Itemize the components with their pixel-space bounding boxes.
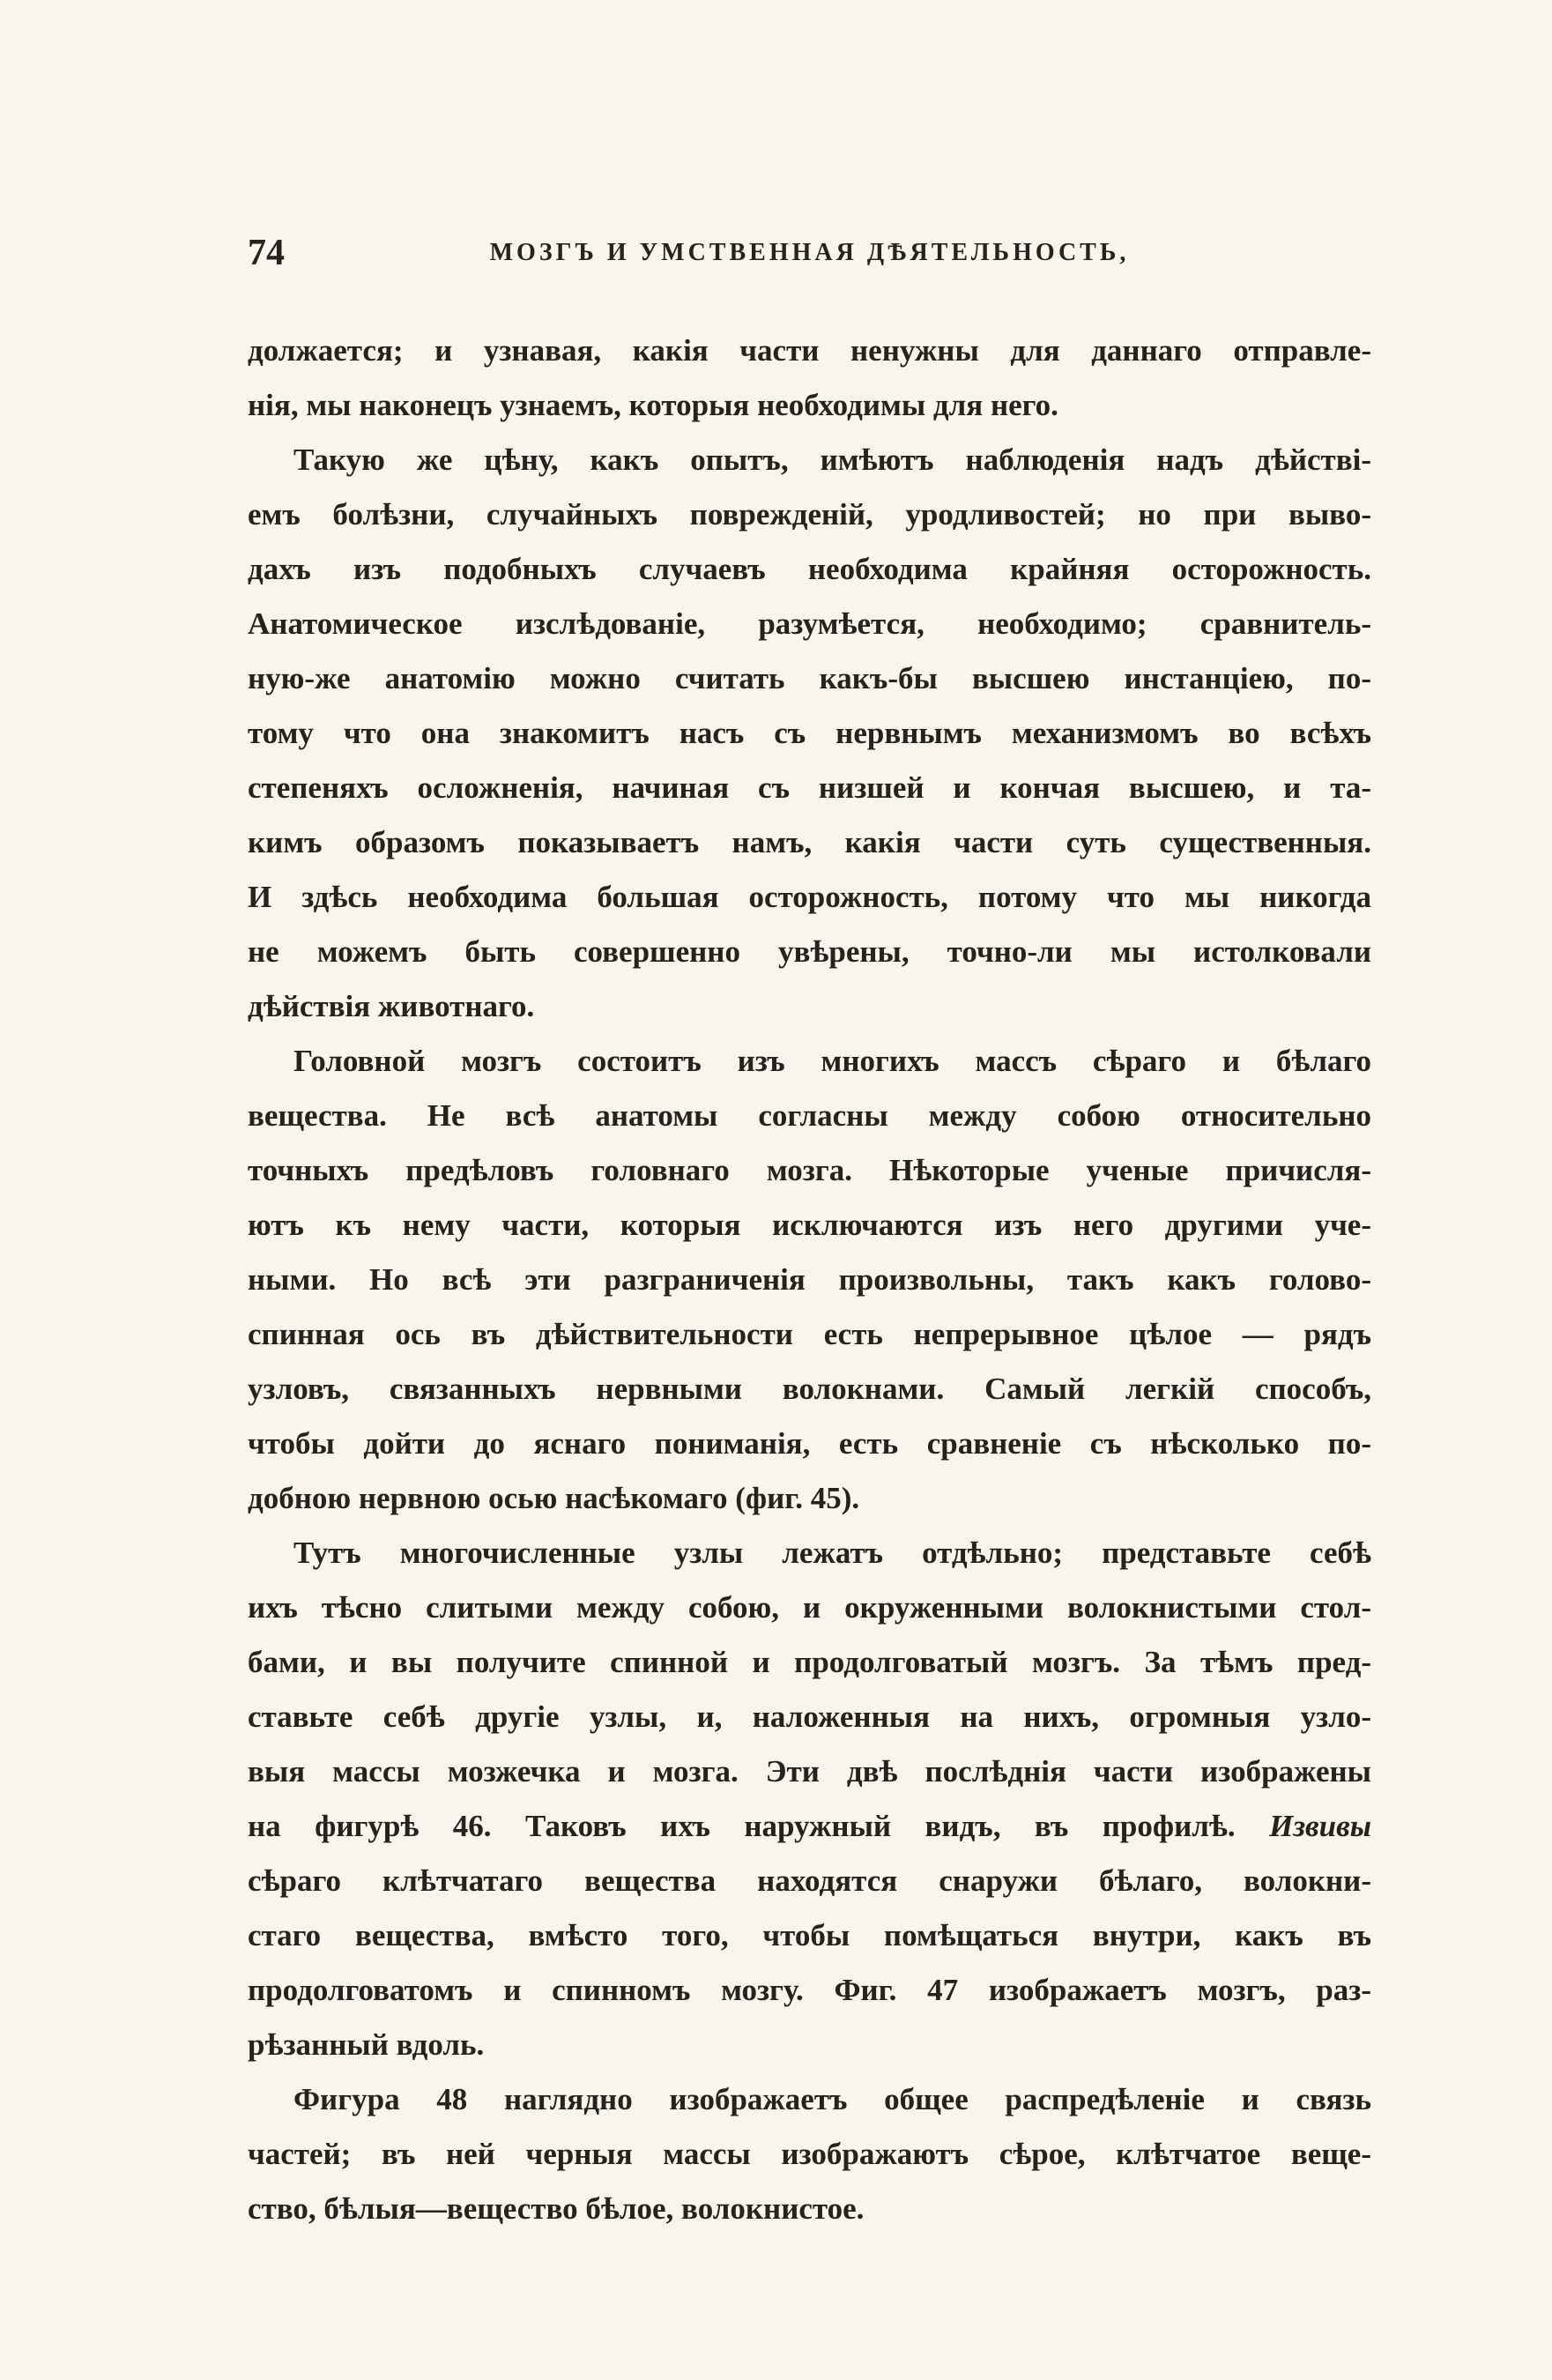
text-line: ство, бѣлыя—вещество бѣлое, волокнистое. <box>248 2191 865 2226</box>
text-line: нія, мы наконецъ узнаемъ, которыя необходимы для него. <box>248 388 1058 422</box>
page-header <box>248 231 1371 275</box>
text-line: тому что она знакомитъ насъ съ нервнымъ механизмомъ во всѣхъ <box>248 716 1371 750</box>
body-text <box>248 324 1371 2236</box>
text-line: ную-же анатомію можно считать какъ-бы высшею инстанціею, по- <box>248 661 1371 695</box>
paragraph <box>248 1526 1371 2072</box>
text-line <box>248 1799 1371 1854</box>
text-line: выя массы мозжечка и мозга. Эти двѣ послѣднія части изображены <box>248 1754 1371 1789</box>
text-line: дахъ изъ подобныхъ случаевъ необходима крайняя осторожность. <box>248 552 1371 586</box>
text-line: продолговатомъ и спинномъ мозгу. Фиг. 47 изображаетъ мозгъ, раз- <box>248 1973 1371 2007</box>
text-line: емъ болѣзни, случайныхъ поврежденій, уродливостей; но при выво- <box>248 497 1371 532</box>
text-line: частей; въ ней черныя массы изображаютъ сѣрое, клѣтчатое веще- <box>248 2137 1371 2171</box>
text-line: кимъ образомъ показываетъ намъ, какія части суть существенныя. <box>248 825 1371 859</box>
text-line: Фигура 48 наглядно изображаетъ общее распредѣленіе и связь <box>293 2082 1371 2116</box>
text-line: спинная ось въ дѣйствительности есть непрерывное цѣлое — рядъ <box>248 1317 1371 1351</box>
text-line: Головной мозгъ состоитъ изъ многихъ массъ сѣраго и бѣлаго <box>293 1044 1371 1078</box>
text-line: И здѣсь необходима большая осторожность, потому что мы никогда <box>248 880 1371 914</box>
text-line: Тутъ многочисленные узлы лежатъ отдѣльно; представьте себѣ <box>293 1536 1371 1570</box>
text-line: ными. Но всѣ эти разграниченія произвольны, такъ какъ голово- <box>248 1262 1371 1297</box>
text-line: стаго вещества, вмѣсто того, чтобы помѣщаться внутри, какъ въ <box>248 1918 1371 1952</box>
text-line: ихъ тѣсно слитыми между собою, и окруженными волокнистыми стол- <box>248 1590 1371 1625</box>
text-line: должается; и узнавая, какія части ненужны для даннаго отправле- <box>248 333 1371 368</box>
text-line: узловъ, связанныхъ нервными волокнами. Самый легкій способъ, <box>248 1372 1371 1406</box>
text-line-segment: на фигурѣ 46. Таковъ ихъ наружный видъ, въ профилѣ. <box>248 1809 1236 1843</box>
text-line: вещества. Не всѣ анатомы согласны между собою относительно <box>248 1098 1371 1133</box>
page-number: 74 <box>248 233 285 273</box>
text-line: чтобы дойти до яснаго пониманія, есть сравненіе съ нѣсколько по- <box>248 1426 1371 1461</box>
paragraph <box>248 433 1371 1034</box>
text-line: добною нервною осью насѣкомаго (фиг. 45). <box>248 1481 860 1515</box>
text-line: сѣраго клѣтчатаго вещества находятся снаружи бѣлаго, волокни- <box>248 1863 1371 1898</box>
text-line: Анатомическое изслѣдованіе, разумѣется, необходимо; сравнитель- <box>248 606 1371 641</box>
paragraph <box>248 1034 1371 1526</box>
text-line: дѣйствія животнаго. <box>248 989 535 1023</box>
paragraph <box>248 324 1371 433</box>
text-line: бами, и вы получите спинной и продолговатый мозгъ. За тѣмъ пред- <box>248 1645 1371 1679</box>
text-line: ютъ къ нему части, которыя исключаются изъ него другими уче- <box>248 1208 1371 1242</box>
running-title: МОЗГЪ И УМСТВЕННАЯ ДѢЯТЕЛЬНОСТЬ, <box>489 239 1130 266</box>
paragraph <box>248 2072 1371 2236</box>
text-line: степеняхъ осложненія, начиная съ низшей и кончая высшею, и та- <box>248 770 1371 805</box>
text-line: Такую же цѣну, какъ опытъ, имѣютъ наблюденія надъ дѣйстві- <box>293 443 1371 477</box>
text-line: рѣзанный вдоль. <box>248 2027 485 2062</box>
italic-word: Извивы <box>1269 1809 1371 1843</box>
text-line: точныхъ предѣловъ головнаго мозга. Нѣкоторые ученые причисля- <box>248 1153 1371 1187</box>
text-line: не можемъ быть совершенно увѣрены, точно-ли мы истолковали <box>248 934 1371 969</box>
text-line: ставьте себѣ другіе узлы, и, наложенныя на нихъ, огромныя узло- <box>248 1699 1371 1734</box>
